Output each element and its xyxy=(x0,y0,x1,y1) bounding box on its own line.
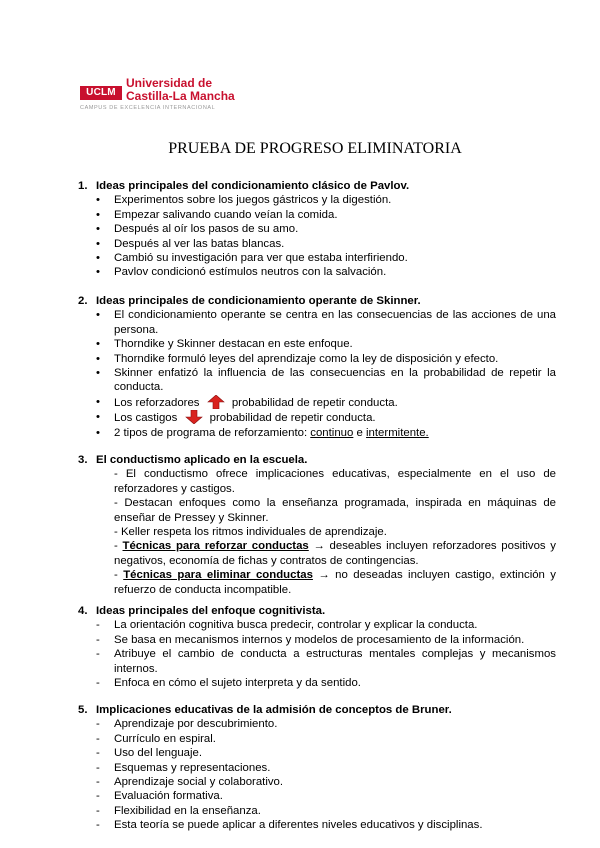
section-number: 4. xyxy=(78,605,88,617)
university-logo xyxy=(80,74,310,114)
paragraph: - Destacan enfoques como la enseñanza programada, inspirada en máquinas de enseñar de Pressey y Skinner. xyxy=(114,497,556,524)
section-heading xyxy=(78,453,556,467)
section-1 xyxy=(78,179,556,280)
list-item: - Esta teoría se puede aplicar a diferentes niveles educativos y disciplinas. xyxy=(96,819,483,832)
logo-tagline: CAMPUS DE EXCELENCIA INTERNACIONAL xyxy=(80,105,216,111)
list-item: • Experimentos sobre los juegos gástricos y la digestión. xyxy=(96,194,392,207)
paragraph: - Técnicas para eliminar conductas → no deseadas incluyen castigo, extinción y refuerzo de conducta incompatible. xyxy=(114,569,556,596)
reforzar-conductas-label: Técnicas para reforzar conductas xyxy=(122,540,309,553)
reforzadores-effect: probabilidad de repetir conducta. xyxy=(231,396,398,409)
section-title: Ideas principales del enfoque cognitivista. xyxy=(96,605,326,617)
section-heading xyxy=(78,604,556,618)
list-item: - Esquemas y representaciones. xyxy=(96,761,271,774)
section-3 xyxy=(78,453,556,597)
list-item: - Atribuye el cambio de conducta a estructuras mentales complejas y mecanismos internos. xyxy=(96,648,556,675)
section-title: Implicaciones educativas de la admisión de conceptos de Bruner. xyxy=(96,704,452,716)
list-item: • Skinner enfatizó la influencia de las consecuencias en la probabilidad de repetir la conducta. xyxy=(96,367,556,394)
section-heading xyxy=(78,294,556,308)
section-heading xyxy=(78,179,556,193)
continuo-term: continuo xyxy=(310,426,354,439)
section-number: 1. xyxy=(78,180,88,192)
paragraph: - Técnicas para reforzar conductas → deseables incluyen reforzadores positivos y negativos, economía de fichas y contratos de contingencias. xyxy=(114,540,556,567)
logo-name: Universidad de Castilla-La Mancha xyxy=(126,76,235,103)
section-title: El conductismo aplicado en la escuela. xyxy=(96,454,308,466)
list-item: • 2 tipos de programa de reforzamiento: continuo e intermitente. xyxy=(96,426,429,439)
list-item: • Empezar salivando cuando veían la comida. xyxy=(96,208,338,221)
logo-mark: UCLM xyxy=(80,86,122,100)
paragraph: - El conductismo ofrece implicaciones educativas, especialmente en el uso de reforzadores y castigos. xyxy=(114,468,556,495)
list-item: • Cambió su investigación para ver que estaba interfiriendo. xyxy=(96,252,408,265)
list-item: • Pavlov condicionó estímulos neutros con la salvación. xyxy=(96,266,387,279)
section-number: 3. xyxy=(78,454,88,466)
list-item: • Los reforzadores probabilidad de repetir conducta. xyxy=(96,395,398,409)
section-5 xyxy=(78,703,556,833)
section-title: Ideas principales del condicionamiento clásico de Pavlov. xyxy=(96,180,410,192)
arrow-up-icon xyxy=(203,395,229,409)
list-item: - Uso del lenguaje. xyxy=(96,747,203,760)
intermitente-term: intermitente. xyxy=(366,426,429,439)
list-item: • El condicionamiento operante se centra en las consecuencias de las acciones de una persona. xyxy=(96,309,556,336)
section-4 xyxy=(78,604,556,690)
reforzadores-label: Los reforzadores xyxy=(114,396,200,409)
list-item: - Enfoca en cómo el sujeto interpreta y da sentido. xyxy=(96,677,361,690)
section-number: 5. xyxy=(78,704,88,716)
list-item: • Thorndike formuló leyes del aprendizaje como la ley de disposición y efecto. xyxy=(96,352,499,365)
list-item: • Los castigos probabilidad de repetir conducta. xyxy=(96,411,376,425)
list-item: - Aprendizaje social y colaborativo. xyxy=(96,776,284,789)
section-number: 2. xyxy=(78,295,88,307)
list-item: • Thorndike y Skinner destacan en este enfoque. xyxy=(96,338,353,351)
list-item: - Aprendizaje por descubrimiento. xyxy=(96,718,278,731)
list-item: • Después al ver las batas blancas. xyxy=(96,237,285,250)
list-item: - La orientación cognitiva busca predecir, controlar y explicar la conducta. xyxy=(96,619,478,632)
castigos-label: Los castigos xyxy=(114,412,178,425)
list-item: - Currículo en espiral. xyxy=(96,732,216,745)
list-item: - Evaluación formativa. xyxy=(96,790,223,803)
list-item: • Después al oír los pasos de su amo. xyxy=(96,223,299,236)
paragraph: - Keller respeta los ritmos individuales de aprendizaje. xyxy=(114,526,387,539)
castigos-effect: probabilidad de repetir conducta. xyxy=(209,412,376,425)
list-item: - Se basa en mecanismos internos y modelos de procesamiento de la información. xyxy=(96,633,525,646)
eliminar-conductas-label: Técnicas para eliminar conductas xyxy=(123,569,313,582)
section-title: Ideas principales de condicionamiento operante de Skinner. xyxy=(96,295,421,307)
section-heading xyxy=(78,703,556,717)
section-2 xyxy=(78,294,556,440)
arrow-down-icon xyxy=(181,410,207,424)
list-item: - Flexibilidad en la enseñanza. xyxy=(96,804,261,817)
page-title: PRUEBA DE PROGRESO ELIMINATORIA xyxy=(168,140,462,157)
